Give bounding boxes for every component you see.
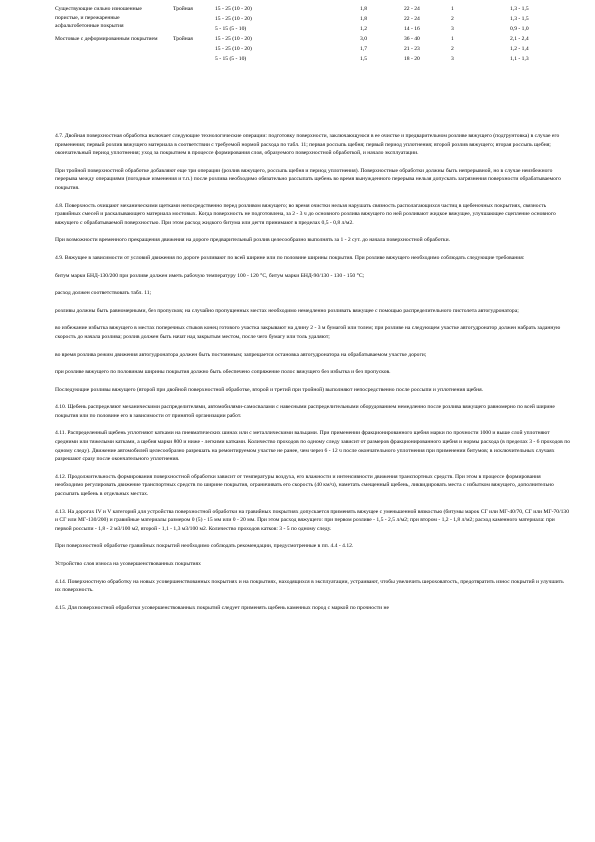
range-cell: 1,1 - 1,3 xyxy=(510,56,529,62)
binder-rate-cell: 1,8 xyxy=(360,6,367,12)
fraction-cell: 15 - 25 (10 - 20) xyxy=(215,36,252,42)
layer-number-cell: 3 xyxy=(451,56,454,62)
paragraph: При поверхностной обработке гравийных покрытий необходимо соблюдать рекомендации, предусмотренные в пп. 4.4 - 4.12. xyxy=(55,543,354,550)
stone-rate-cell: 21 - 23 xyxy=(404,46,420,52)
fraction-cell: 15 - 25 (10 - 20) xyxy=(215,16,252,22)
binder-rate-cell: 1,2 xyxy=(360,26,367,32)
layer-number-cell: 2 xyxy=(451,46,454,52)
range-cell: 1,3 - 1,5 xyxy=(510,6,529,12)
layer-number-cell: 1 xyxy=(451,6,454,12)
paragraph: при розливе вяжущего по половинам ширины покрытия должно быть обеспечено сопряжение полос вяжущего без избытка и без пропусков. xyxy=(55,369,391,376)
stone-rate-cell: 22 - 24 xyxy=(404,6,420,12)
range-cell: 1,2 - 1,4 xyxy=(510,46,529,52)
fraction-cell: 5 - 15 (5 - 10) xyxy=(215,56,247,62)
paragraph-4-10: 4.10. Щебень распределяют механическими распределителями, автомобилями-самосвалами с навесными распределительными оборудованием немедленно после розлива вяжущего равномерно по всей ширине покрытия или по половине его в зависимости от принятой организации работ. xyxy=(55,404,555,419)
table-row xyxy=(55,15,575,25)
section-heading: Устройство слоя износа на усовершенствованных покрытиях xyxy=(55,561,201,567)
fraction-cell: 5 - 15 (5 - 10) xyxy=(215,26,247,32)
paragraph-4-12: 4.12. Продолжительность формирования поверхностной обработки зависит от температуры воздуха, его влажности и интенсивности движения транспортных средств. При этом в процессе формирования необходимо регулировать движение транспортных средств по ширине покрытия, ограничивать его скорость (40 км/ч), наметать смещенный щебень, ликвидировать места с избытком вяжущего, дополнительно рассыпать щебень в отдельных местах. xyxy=(55,473,554,498)
fraction-cell: 15 - 25 (10 - 20) xyxy=(215,46,252,52)
paragraph: При тройной поверхностной обработке добавляют еще три операции (розлив вяжущего, россыпь щебня и период уплотнения). Поверхностные обработки должны быть непрерывной, но в случае неизбежного перерыва между операциями (погодные изменения и т.п.) после розлива необходимо обязательно рассыпать щебень во время вынужденного перерыва нельзя допускать загрязнения поверхности обрабатываемого покрытия. xyxy=(55,167,561,191)
range-cell: 2,1 - 2,4 xyxy=(510,36,529,42)
paragraph-4-11: 4.11. Распределенный щебень уплотняют катками на пневматических шинах или с металлическими вальцами. При применении фракционированного щебня марки по прочности 1000 и выше слой уплотняют средними или тяжелыми катками, а щебня марки 800 и ниже - легкими катками. Количество проходов по одному следу зависит от размеров фракционированного щебня и нормы расхода (в пределах 3 - 6 проходов по одному следу). Движение автомобилей целесообразно разрешать на ремонтируемом участке не ранее, чем через 6 - 12 ч после окончательного уплотнения при применении битумов; в исключительных случаях разрешают сразу после окончательного уплотнения. xyxy=(55,430,570,463)
range-cell: 0,9 - 1,0 xyxy=(510,26,529,32)
fraction-cell: 15 - 25 (10 - 20) xyxy=(215,6,252,12)
layer-number-cell: 1 xyxy=(451,36,454,42)
paragraph-4-15: 4.15. Для поверхностной обработки усовершенствованных покрытий следует применять щебень каменных пород с маркой по прочности не xyxy=(55,604,390,611)
layer-number-cell: 3 xyxy=(451,26,454,32)
paragraph: розливы должны быть равномерными, без пропусков; на случайно пропущенных местах необходимо немедленно розливать вяжущее с помощью распределительного пистолета автогудронатора; xyxy=(55,307,519,314)
table-row xyxy=(55,35,575,45)
paragraph: Последующие розливы вяжущего (второй при двойной поверхностной обработке, второй и третий при тройной) выполняют непосредственно после россыпи и уплотнения щебня. xyxy=(55,386,484,393)
binder-rate-cell: 3,0 xyxy=(360,36,367,42)
paragraph-4-8: 4.8. Поверхность очищают механическими щетками непосредственно перед розливом вяжущего; во время очистки нельзя нарушать связность располагающихся частиц в щебеночных покрытиях, связность гравийных смесей и раскалывающего материала мостовых. Когда поверхность не подготовлена, за 2 - 3 ч до основного розлива вяжущего по ней розливают жидкое вяжущее, улучшающее сцепление основного вяжущего с обрабатываемой поверхностью. При этом расход жидкого битума или дегтя принимают в пределах 0,5 - 0,8 л/м2. xyxy=(55,202,556,226)
paragraph-4-13: 4.13. На дорогах IV и V категорий для устройства поверхностной обработки на гравийных покрытиях допускается применять вяжущее с уменьшенной вязкостью (битумы марок СГ или МГ-40/70, СГ или МГ-70/130 и СГ или МГ-130/200) и гравийные материалы размером 0 (5) - 15 мм или 0 - 20 мм. При этом расход вяжущего: при первом розливе - 1,5 - 2,5 л/м2; при втором - 1,2 - 1,8 л/м2; расход каменного материала: при первой россыпи - 1,8 - 2 м3/100 м2, второй - 1,1 - 1,3 м3/100 м2. Количество проходов катков: 3 - 5 по одному следу. xyxy=(55,508,570,532)
surface-type-cell: Существующие сильно изношенные пористые, и пережаренные асфальтобетонные покрытия xyxy=(55,6,142,30)
stone-rate-cell: 22 - 24 xyxy=(404,16,420,22)
paragraph-4-7: 4.7. Двойная поверхностная обработка включает следующие технологические операции: подготовку поверхности, заключающуюся в ее очистке и предварительном розливе вяжущего (подгрунтовка) в случае его применения; первый розлив вяжущего материала в соответствии с требуемой нормой расхода по табл. 11; первая россыпь щебня; первый период уплотнения; второй розлив вяжущего; вторая россыпь щебня; окончательный период уплотнения; уход за покрытием в процессе формирования слоя, образуемого поверхностной обработкой, и начало эксплуатации. xyxy=(55,133,560,157)
stone-rate-cell: 18 - 20 xyxy=(404,56,420,62)
range-cell: 1,3 - 1,5 xyxy=(510,16,529,22)
binder-rate-cell: 1,7 xyxy=(360,46,367,52)
binder-rate-cell: 1,5 xyxy=(360,56,367,62)
layer-number-cell: 2 xyxy=(451,16,454,22)
material-table xyxy=(55,5,575,65)
paragraph: во время розлива режим движения автогудронатора должен быть постоянным; запрещается остановка автогудронатора на обрабатываемом участке дороги; xyxy=(55,351,427,358)
table-row xyxy=(55,45,575,55)
treatment-type-cell: Тройная xyxy=(173,6,193,12)
paragraph: битум марки БНД-130/200 при розливе должен иметь рабочую температуру 100 - 120 °С, битум марки БНД-90/130 - 130 - 150 °С; xyxy=(55,272,365,279)
paragraph: При возможности временного прекращения движения на дороге предварительный розлив целесообразно выполнять за 1 - 2 сут. до начала поверхностной обработки. xyxy=(55,237,451,244)
document-body xyxy=(55,132,570,621)
table-row xyxy=(55,25,575,35)
paragraph-4-14: 4.14. Поверхностную обработку на новых усовершенствованных покрытиях и на покрытиях, находящихся в эксплуатации, устраивают, чтобы увеличить шероховатость, предотвратить износ покрытий и улучшить их поверхность. xyxy=(55,578,564,594)
stone-rate-cell: 14 - 16 xyxy=(404,26,420,32)
surface-type-cell: Мостовые с деформированным покрытием xyxy=(55,36,158,42)
table-row xyxy=(55,55,575,65)
paragraph: во избежание избытка вяжущего в местах поперечных стыков конец готового участка закрывают на длину 2 - 3 м бумагой или толем; при розливе на следующем участке автогудронатор должен набрать заданную скорость до начала розлива; розлив должен быть начат над закрытым местом, после чего бумагу или толь удаляют; xyxy=(55,325,561,340)
stone-rate-cell: 36 - 40 xyxy=(404,36,420,42)
paragraph-4-9: 4.9. Вяжущее в зависимости от условий движения по дороге розливают по всей ширине или по половине ширины покрытия. При розливе вяжущего необходимо соблюдать следующие требования: xyxy=(55,254,525,261)
treatment-type-cell: Тройная xyxy=(173,36,193,42)
paragraph: расход должен соответствовать табл. 11; xyxy=(55,290,152,297)
binder-rate-cell: 1,8 xyxy=(360,16,367,22)
